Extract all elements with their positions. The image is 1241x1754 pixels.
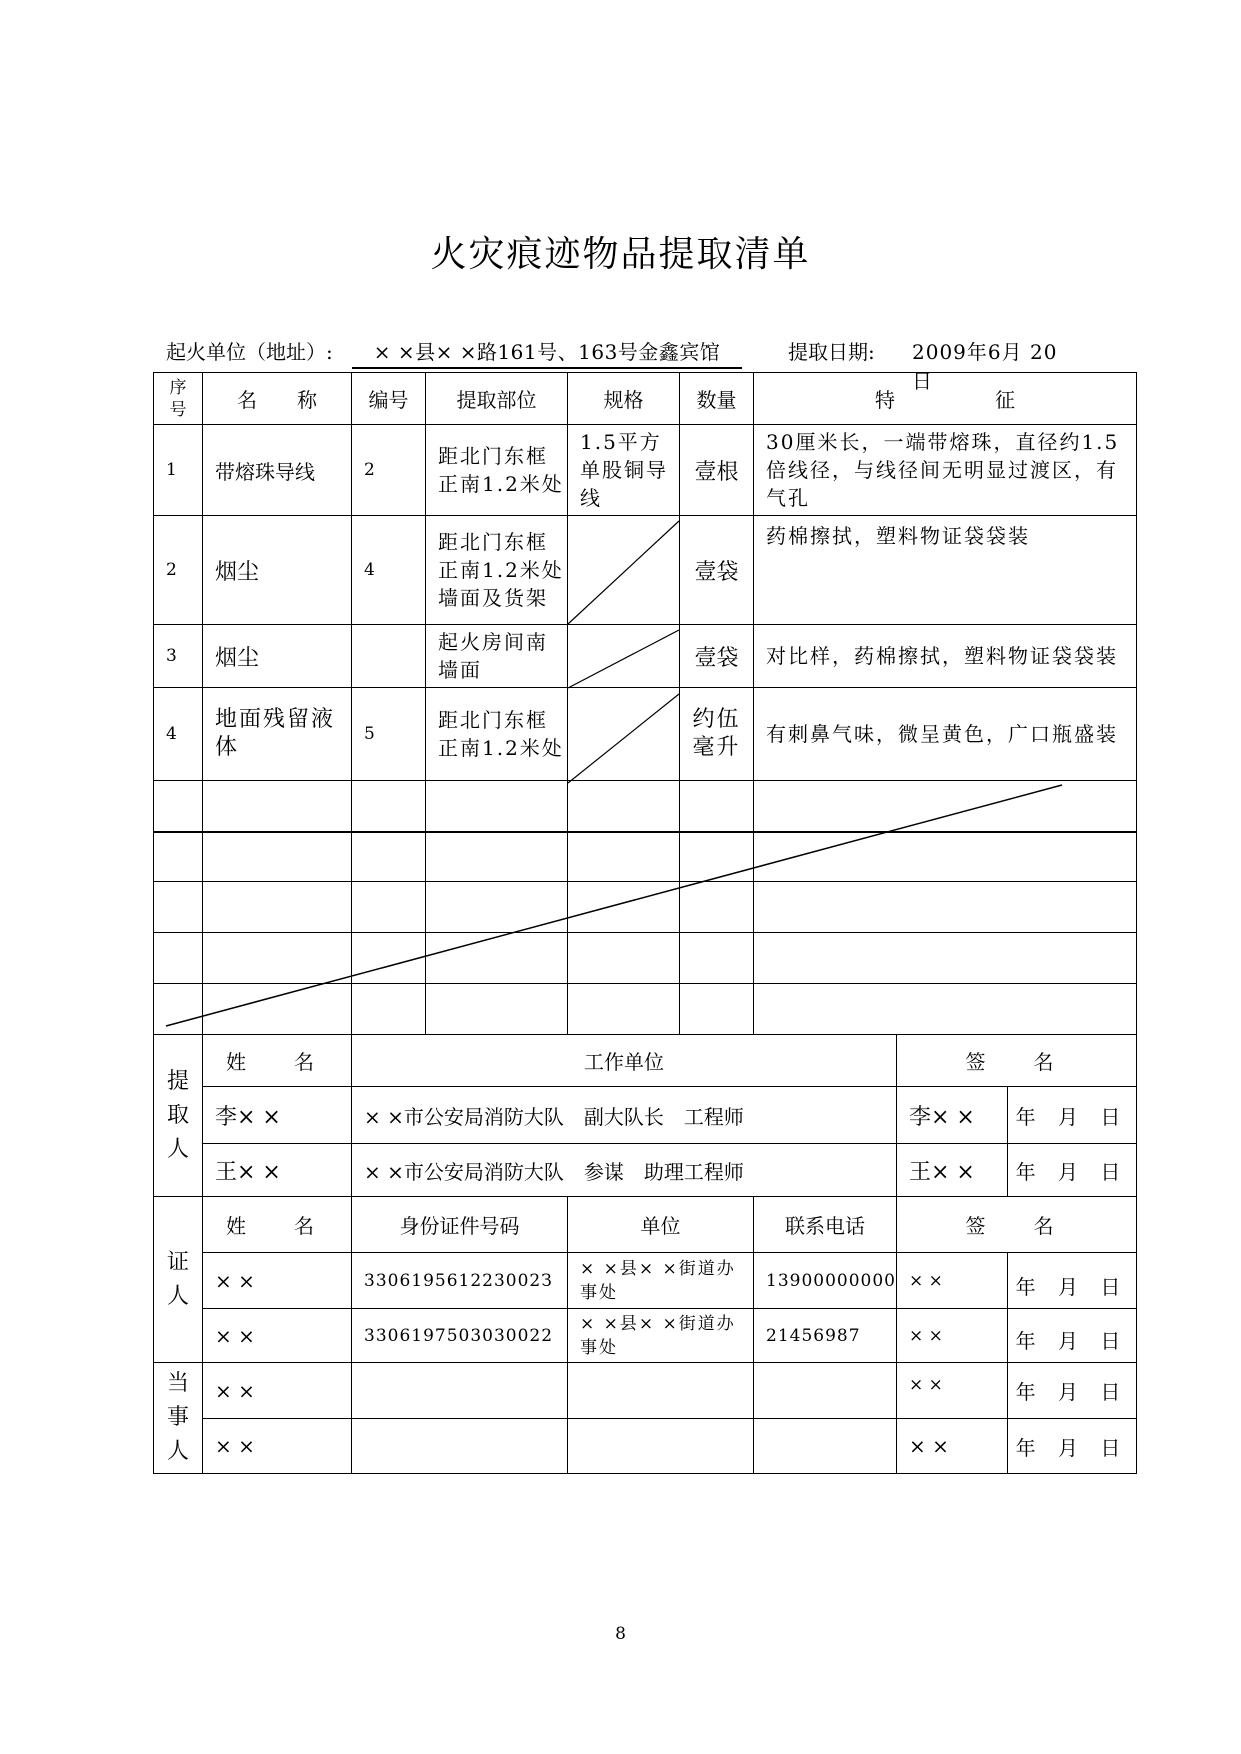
extractor-name: 李× ×: [203, 1087, 352, 1144]
item-location: 距北门东框正南1.2米处墙面及货架: [426, 516, 568, 625]
party-sign-date: 年 月 日: [1007, 1419, 1136, 1474]
witness-unit: × ×县× ×街道办事处: [568, 1253, 754, 1309]
item-number: [352, 625, 426, 688]
witness-signature: × ×: [896, 1309, 1007, 1363]
col-name: 名 称: [203, 373, 352, 425]
col-location: 提取部位: [426, 373, 568, 425]
party-signature: × ×: [896, 1419, 1007, 1474]
extractor-row: [154, 1144, 1137, 1197]
item-name: 烟尘: [203, 625, 352, 688]
col-quantity: 数量: [680, 373, 754, 425]
witness-unit: × ×县× ×街道办事处: [568, 1309, 754, 1363]
item-location: 距北门东框正南1.2米处: [426, 688, 568, 781]
fire-unit-label: 起火单位（地址）:: [166, 340, 333, 364]
item-spec: [568, 688, 680, 781]
item-feature: 对比样，药棉擦拭，塑料物证袋袋装: [754, 625, 1137, 688]
extractor-col-sign: 签 名: [896, 1035, 1136, 1087]
item-name: 地面残留液体: [203, 688, 352, 781]
item-seq: 2: [154, 516, 203, 625]
witness-col-name: 姓 名: [203, 1197, 352, 1253]
col-number: 编号: [352, 373, 426, 425]
item-seq: 3: [154, 625, 203, 688]
item-spec: 1.5平方单股铜导线: [568, 425, 680, 516]
item-seq: 1: [154, 425, 203, 516]
extractor-col-name: 姓 名: [203, 1035, 352, 1087]
item-spec: [568, 516, 680, 625]
evidence-table: [153, 372, 1137, 1474]
witness-col-id: 身份证件号码: [352, 1197, 568, 1253]
witness-label: 证人: [154, 1197, 203, 1363]
witness-sign-date: 年 月 日: [1007, 1309, 1136, 1363]
extractor-row: [154, 1087, 1137, 1144]
party-row: [154, 1363, 1137, 1419]
witness-col-phone: 联系电话: [754, 1197, 897, 1253]
empty-row: [154, 933, 1137, 984]
item-feature: 药棉擦拭，塑料物证袋袋装: [754, 516, 1137, 625]
extractor-name: 王× ×: [203, 1144, 352, 1197]
witness-signature: × ×: [896, 1253, 1007, 1309]
col-seq: 序号: [154, 373, 203, 425]
extraction-date-value: 2009年6月 20日: [912, 340, 1058, 393]
item-seq: 4: [154, 688, 203, 781]
item-feature: 有刺鼻气味，微呈黄色，广口瓶盛装: [754, 688, 1137, 781]
witness-phone: 21456987: [754, 1309, 897, 1363]
col-spec: 规格: [568, 373, 680, 425]
party-label: 当事人: [154, 1363, 203, 1474]
table-row: [154, 688, 1137, 781]
extractor-label: 提取人: [154, 1035, 203, 1197]
witness-row: [154, 1309, 1137, 1363]
table-header-row: [154, 373, 1137, 425]
item-quantity: 壹根: [680, 425, 754, 516]
party-name: × ×: [203, 1419, 352, 1474]
empty-row: [154, 984, 1137, 1035]
extractor-header-row: [154, 1035, 1137, 1087]
document-title: 火灾痕迹物品提取清单: [430, 234, 811, 275]
empty-row: [154, 832, 1137, 882]
party-sign-date: 年 月 日: [1007, 1363, 1136, 1419]
extractor-unit: × ×市公安局消防大队 参谋 助理工程师: [352, 1144, 897, 1197]
table-row: [154, 516, 1137, 625]
party-signature: × ×: [896, 1363, 1007, 1419]
witness-col-sign: 签 名: [896, 1197, 1136, 1253]
witness-col-unit: 单位: [568, 1197, 754, 1253]
witness-phone: 13900000000: [754, 1253, 897, 1309]
witness-id-number: 330619561223002З: [352, 1253, 568, 1309]
item-location: 距北门东框正南1.2米处: [426, 425, 568, 516]
witness-row: [154, 1253, 1137, 1309]
table-row: [154, 625, 1137, 688]
extractor-sign-date: 年 月 日: [1007, 1087, 1136, 1144]
item-quantity: 壹袋: [680, 516, 754, 625]
item-location: 起火房间南墙面: [426, 625, 568, 688]
extractor-col-unit: 工作单位: [352, 1035, 897, 1087]
extractor-unit: × ×市公安局消防大队 副大队长 工程师: [352, 1087, 897, 1144]
item-number: 4: [352, 516, 426, 625]
item-name: 带熔珠导线: [203, 425, 352, 516]
empty-row: [154, 781, 1137, 832]
item-number: 5: [352, 688, 426, 781]
fire-unit-address: × ×县× ×路161号、163号金鑫宾馆: [352, 336, 742, 369]
extractor-signature: 李× ×: [896, 1087, 1007, 1144]
extractor-sign-date: 年 月 日: [1007, 1144, 1136, 1197]
item-spec: [568, 625, 680, 688]
extractor-signature: 王× ×: [896, 1144, 1007, 1197]
item-name: 烟尘: [203, 516, 352, 625]
witness-name: × ×: [203, 1253, 352, 1309]
extraction-date-label: 提取日期:: [788, 340, 875, 364]
party-row: [154, 1419, 1137, 1474]
item-quantity: 约伍毫升: [680, 688, 754, 781]
party-name: × ×: [203, 1363, 352, 1419]
empty-row: [154, 882, 1137, 933]
witness-id-number: 3306197503030022: [352, 1309, 568, 1363]
witness-header-row: [154, 1197, 1137, 1253]
page-number: 8: [615, 1624, 626, 1644]
witness-sign-date: 年 月 日: [1007, 1253, 1136, 1309]
item-feature: 30厘米长，一端带熔珠，直径约1.5倍线径，与线径间无明显过渡区，有气孔: [754, 425, 1137, 516]
table-row: [154, 425, 1137, 516]
item-number: 2: [352, 425, 426, 516]
item-quantity: 壹袋: [680, 625, 754, 688]
col-feature: 特 征: [754, 373, 1137, 425]
witness-name: × ×: [203, 1309, 352, 1363]
